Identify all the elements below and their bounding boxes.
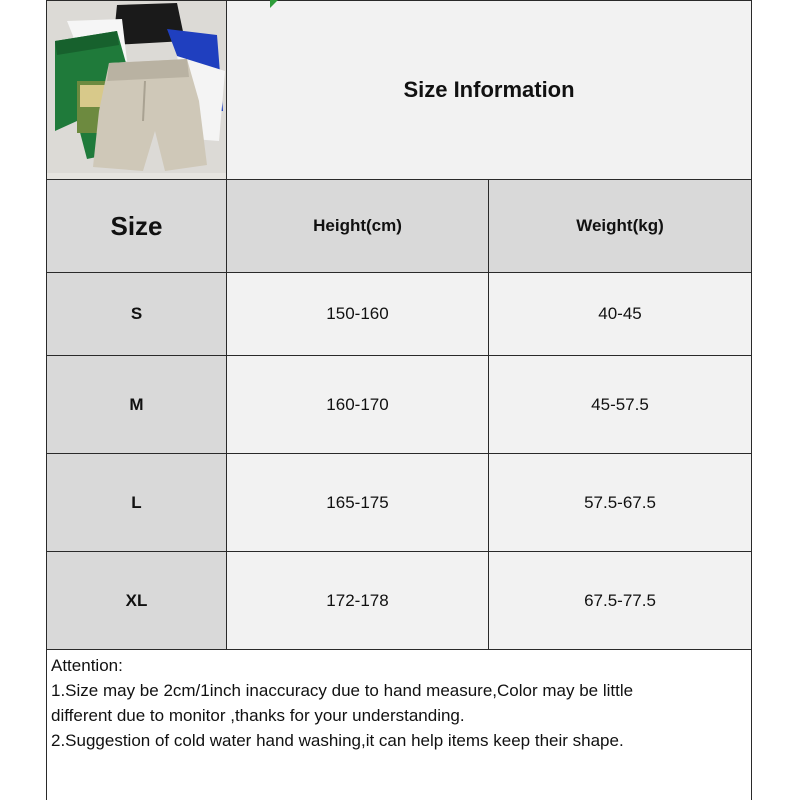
- attention-heading: Attention:: [51, 656, 123, 675]
- weight-cell: 67.5-77.5: [488, 551, 752, 650]
- table-row: [46, 551, 752, 650]
- attention-line: 2.Suggestion of cold water hand washing,it can help items keep their shape.: [51, 731, 624, 750]
- header-weight: Weight(kg): [488, 179, 752, 273]
- attention-note: [46, 649, 752, 800]
- attention-line: 1.Size may be 2cm/1inch inaccuracy due to hand measure,Color may be little: [51, 681, 634, 700]
- header-height: Height(cm): [226, 179, 489, 273]
- weight-cell: 57.5-67.5: [488, 453, 752, 552]
- table-row: [46, 355, 752, 454]
- size-cell: M: [46, 355, 227, 454]
- size-cell: L: [46, 453, 227, 552]
- table-row: [46, 272, 752, 356]
- header-size: Size: [46, 179, 227, 273]
- page-title: Size Information: [226, 0, 752, 180]
- weight-cell: 40-45: [488, 272, 752, 356]
- height-cell: 165-175: [226, 453, 489, 552]
- table-header-row: [46, 179, 752, 273]
- height-cell: 160-170: [226, 355, 489, 454]
- product-photo-shorts: [46, 0, 227, 180]
- table-row: [46, 453, 752, 552]
- attention-line: different due to monitor ,thanks for your understanding.: [51, 706, 465, 725]
- height-cell: 172-178: [226, 551, 489, 650]
- weight-cell: 45-57.5: [488, 355, 752, 454]
- shorts-illustration: [47, 1, 227, 180]
- height-cell: 150-160: [226, 272, 489, 356]
- size-cell: S: [46, 272, 227, 356]
- size-chart: [46, 0, 752, 800]
- size-cell: XL: [46, 551, 227, 650]
